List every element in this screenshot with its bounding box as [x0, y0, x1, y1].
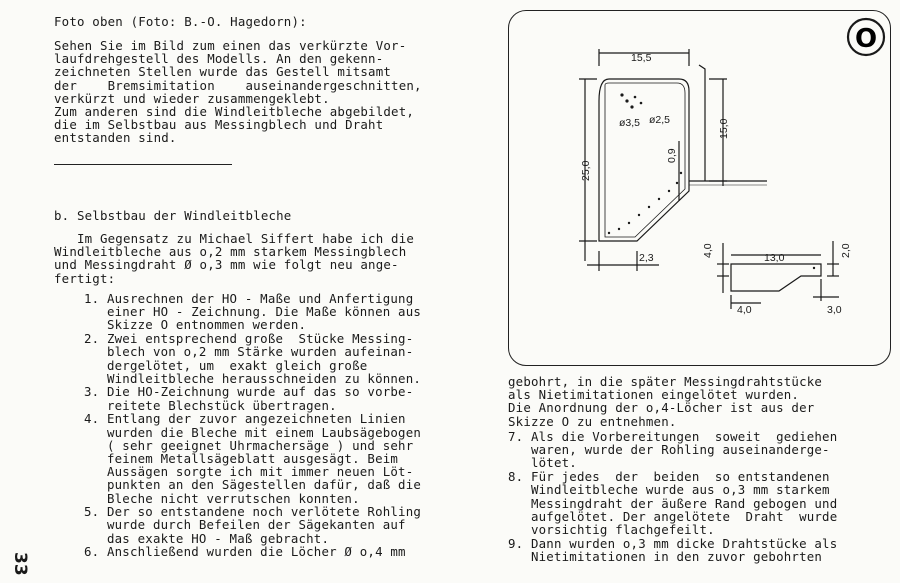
- text-line: Windleitbleche wurde aus o,3 mm starkem: [508, 482, 830, 498]
- text-line: zeichneten Stellen wurde das Gestell mitsamt: [54, 64, 392, 80]
- text-line: 8. Für jedes der beiden so entstandenen: [508, 469, 830, 485]
- dim-hole-b: ø2,5: [649, 114, 671, 126]
- list-item: [84, 292, 421, 332]
- list-item: [84, 505, 421, 545]
- text-line: Nietimitationen in den zuvor gebohrten: [508, 548, 823, 564]
- text-line: fertigt:: [54, 270, 116, 286]
- text-line: blech von o,2 mm Stärke wurden aufeinan-: [84, 344, 414, 360]
- list-item: [508, 537, 837, 563]
- text-line: und Messingdraht Ø o,3 mm wie folgt neu ange-: [54, 257, 399, 273]
- dim-strip-bottom-left: 4,0: [737, 304, 752, 316]
- text-line: Messingdraht der äußere Rand gebogen und: [508, 495, 838, 511]
- section-intro: [54, 232, 414, 285]
- text-line: die im Selbstbau aus Messingblech und Draht: [54, 117, 384, 133]
- text-line: Windleitbleche aus o,2 mm starkem Messingblech: [54, 244, 407, 260]
- text-line: wurden die Bleche mit einem Laubsägebogen: [84, 424, 422, 440]
- text-line: entstanden sind.: [54, 130, 177, 146]
- text-line: einer HO - Zeichnung. Die Maße können aus: [84, 304, 422, 320]
- list-item: [84, 332, 421, 385]
- text-line: feinem Metallsägeblatt ausgesägt. Beim: [84, 450, 399, 466]
- text-line: 7. Als die Vorbereitungen soweit gediehen: [508, 429, 838, 444]
- text-line: das exakte HO - Maß gebracht.: [84, 530, 330, 546]
- right-text-block: [508, 375, 822, 428]
- text-line: wurde durch Befeilen der Sägekanten auf: [84, 517, 406, 533]
- text-line: der Bremsimitation auseinandergeschnitten,: [54, 77, 422, 93]
- list-item: [84, 545, 421, 558]
- text-line: 6. Anschließend wurden die Löcher Ø o,4 mm: [84, 544, 406, 560]
- dim-height-right: 15,0: [718, 118, 730, 139]
- text-line: Aussägen sorgte ich mit immer neuen Löt-: [84, 464, 414, 480]
- text-line: Sehen Sie im Bild zum einen das verkürzte Vor-: [54, 38, 407, 53]
- caption-title: Foto oben (Foto: B.-O. Hagedorn):: [54, 14, 307, 29]
- page-number: 33: [10, 552, 30, 576]
- text-line: punkten an den Sägestellen dafür, daß die: [84, 477, 422, 493]
- text-line: Windleitbleche herausschneiden zu können.: [84, 370, 422, 386]
- text-line: 5. Der so entstandene noch verlötete Rohling: [84, 504, 422, 520]
- text-line: 4. Entlang der zuvor angezeichneten Linien: [84, 411, 406, 427]
- text-line: verkürzt und wieder zusammengeklebt.: [54, 90, 330, 106]
- dim-bottom-left: 2,3: [639, 252, 654, 264]
- strip-outline: [731, 264, 821, 291]
- dim-strip-height: 4,0: [702, 243, 714, 258]
- text-line: waren, wurde der Rohling auseinanderge-: [508, 442, 830, 458]
- text-line: Skizze O zu entnehmen.: [508, 413, 677, 429]
- drawing-svg: [509, 11, 892, 367]
- text-line: Skizze O entnommen werden.: [84, 317, 307, 333]
- dim-width-top: 15,5: [631, 52, 652, 64]
- text-line: ( sehr geeignet Uhrmachersäge ) und sehr: [84, 437, 414, 453]
- dim-strip-right: 2,0: [840, 243, 852, 258]
- text-line: 9. Dann wurden o,3 mm dicke Drahtstücke als: [508, 535, 838, 551]
- list-item: [508, 470, 837, 536]
- text-line: gebohrt, in die später Messingdrahtstücke: [508, 374, 823, 389]
- text-line: aufgelötet. Der angelötete Draht wurde: [508, 508, 838, 524]
- dim-notch: 0,9: [666, 148, 678, 163]
- text-line: Im Gegensatz zu Michael Siffert habe ich die: [54, 231, 415, 246]
- text-line: als Nietimitationen eingelötet wurden.: [508, 387, 800, 403]
- wire-right: [699, 65, 705, 181]
- text-line: 1. Ausrechnen der HO - Maße und Anfertigung: [84, 291, 414, 306]
- dim-hole-a: ø3,5: [619, 117, 641, 129]
- text-line: Die Anordnung der o,4-Löcher ist aus der: [508, 400, 815, 416]
- text-line: lötet.: [508, 455, 577, 471]
- sketch-o-figure: [508, 10, 891, 366]
- text-line: 2. Zwei entsprechend große Stücke Messing-: [84, 331, 414, 347]
- step-list-right: [508, 430, 837, 564]
- text-line: reitete Blechstück übertragen.: [84, 397, 337, 413]
- text-line: laufdrehgestell des Modells. An den gekenn-: [54, 51, 384, 67]
- dim-strip-length: 13,0: [764, 252, 785, 264]
- badge-label: O: [855, 24, 878, 54]
- caption-body: [54, 39, 422, 145]
- text-line: 3. Die HO-Zeichnung wurde auf das so vorbe-: [84, 384, 414, 400]
- dim-strip-bottom-right: 3,0: [827, 304, 842, 316]
- list-item: [508, 430, 837, 470]
- list-item: [84, 412, 421, 504]
- dim-height-total: 25,0: [580, 160, 592, 181]
- text-line: Zum anderen sind die Windleitbleche abgebildet,: [54, 104, 415, 120]
- section-heading: b. Selbstbau der Windleitbleche: [54, 208, 292, 223]
- text-line: dergelötet, um exakt gleich große: [84, 357, 368, 373]
- list-item: [84, 385, 421, 411]
- separator-line: [54, 164, 232, 165]
- text-line: vorsichtig flachgefeilt.: [508, 521, 715, 537]
- text-line: Bleche nicht verrutschen konnten.: [84, 490, 360, 506]
- step-list-left: [84, 292, 421, 559]
